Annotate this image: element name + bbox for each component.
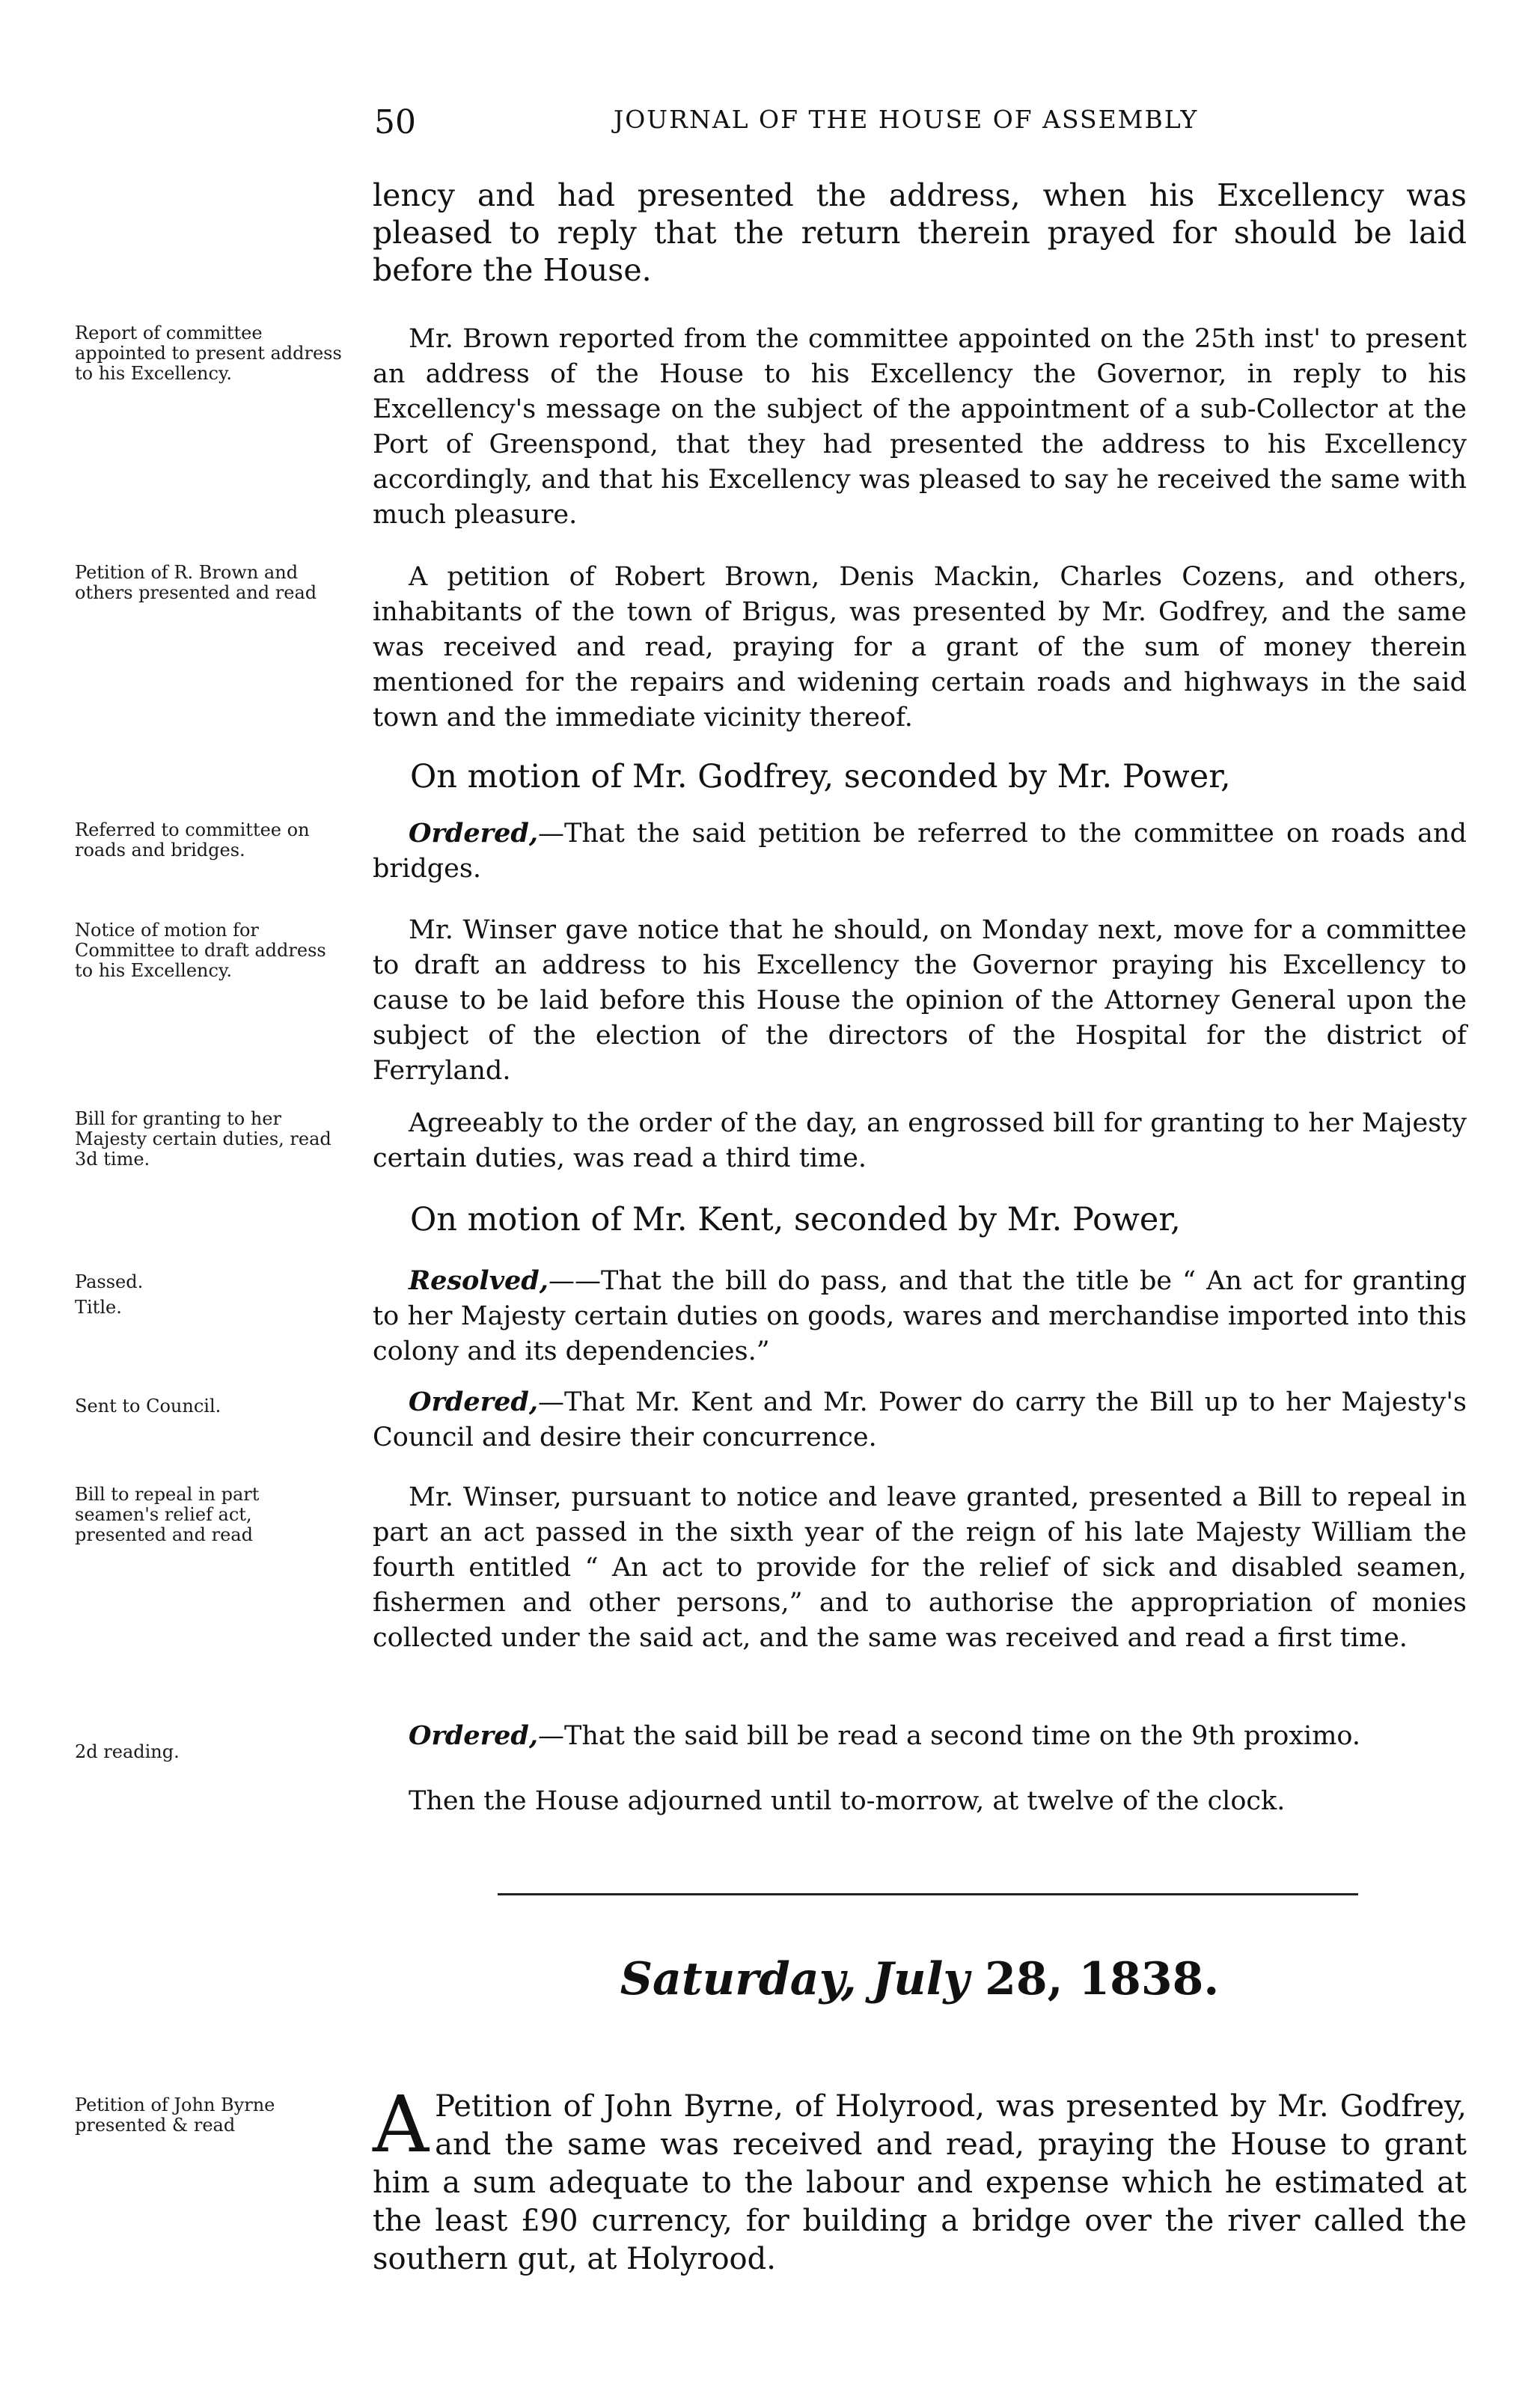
drop-cap: A: [373, 2079, 430, 2170]
margin-note: Title.: [75, 1297, 122, 1318]
margin-note: Petition of John Byrne presented & read: [75, 2094, 275, 2136]
paragraph: Then the House adjourned until to-morrow, at twelve of the clock.: [409, 1786, 1286, 1816]
motion-line: On motion of Mr. Godfrey, seconded by Mr. Power,: [410, 758, 1231, 795]
resolved-lead: Resolved,: [409, 1265, 549, 1296]
running-title: JOURNAL OF THE HOUSE OF ASSEMBLY: [614, 105, 1199, 134]
paragraph-text: —That the said petition be referred to the committee on roads and bridges.: [373, 819, 1467, 884]
paragraph-text: —That the said bill be read a second time on the 9th proximo.: [538, 1721, 1360, 1751]
motion-line: On motion of Mr. Kent, seconded by Mr. Power,: [410, 1201, 1181, 1238]
section-divider: [498, 1893, 1358, 1895]
paragraph: Mr. Winser, pursuant to notice and leave granted, presented a Bill to repeal in part an act passed in the sixth year of the reign of his late Majesty William the fourth entitled “ An act to provide for the relief of sick and disabled seamen, fishermen and other persons,” and to authorise the appropriation of monies collected under the said act, and the same was received and read a first time.: [373, 1482, 1467, 1653]
paragraph-text: Petition of John Byrne, of Holyrood, was presented by Mr. Godfrey, and the same was received and read, praying the House to grant him a sum adequate to the labour and expense which he estimated at the least £90 currency, for building a bridge over the river called the southern gut, at Holyrood.: [373, 2089, 1467, 2276]
margin-note: Notice of motion for Committee to draft address to his Excellency.: [75, 920, 326, 981]
paragraph: [373, 1718, 1467, 1754]
paragraph-text: —That Mr. Kent and Mr. Power do carry the Bill up to her Majesty's Council and desire their concurrence.: [373, 1387, 1467, 1452]
paragraph: [373, 1263, 1467, 1369]
paragraph: A petition of Robert Brown, Denis Mackin, Charles Cozens, and others, inhabitants of the town of Brigus, was presented by Mr. Godfrey, and the same was received and read, praying for a grant of the sum of money therein mentioned for the repairs and widening certain roads and highways in the said town and the immediate vicinity thereof.: [373, 562, 1467, 733]
paragraph: lency and had presented the address, when his Excellency was pleased to reply that the return therein prayed for should be laid before the House.: [373, 177, 1467, 288]
paragraph: [373, 2079, 1467, 2279]
margin-note: Referred to committee on roads and bridges.: [75, 819, 310, 861]
margin-note: Petition of R. Brown and others presented and read: [75, 562, 317, 603]
paragraph: Agreeably to the order of the day, an engrossed bill for granting to her Majesty certain duties, was read a third time.: [373, 1108, 1467, 1173]
date-weekday-month: Saturday, July: [620, 1953, 970, 2005]
page-header: [374, 103, 1467, 148]
page-number: 50: [374, 103, 416, 141]
paragraph: Mr. Brown reported from the committee appointed on the 25th inst' to present an address of the House to his Excellency the Governor, in reply to his Excellency's message on the subject of the appointment of a sub-Collector at the Port of Greenspond, that they had presented the address to his Excellency accordingly, and that his Excellency was pleased to say he received the same with much pleasure.: [373, 324, 1467, 530]
margin-note: 2d reading.: [75, 1741, 180, 1762]
date-heading: [373, 1953, 1467, 2005]
paragraph-text: ——That the bill do pass, and that the title be “ An act for granting to her Majesty certain duties on goods, wares and merchandise imported into this colony and its dependencies.”: [373, 1266, 1467, 1366]
ordered-lead: Ordered,: [409, 1720, 539, 1751]
margin-note: Bill to repeal in part seamen's relief act, presented and read: [75, 1484, 260, 1545]
paragraph: [373, 1384, 1467, 1455]
margin-note: Bill for granting to her Majesty certain duties, read 3d time.: [75, 1108, 331, 1170]
ordered-lead: Ordered,: [409, 818, 539, 849]
margin-note: Passed.: [75, 1271, 144, 1292]
paragraph: [373, 816, 1467, 887]
margin-note: Sent to Council.: [75, 1396, 221, 1417]
margin-note: Report of committee appointed to present address to his Excellency.: [75, 323, 342, 384]
paragraph: Mr. Winser gave notice that he should, on Monday next, move for a committee to draft an address to his Excellency the Governor praying his Excellency to cause to be laid before this House the opinion of the Attorney General upon the subject of the election of the directors of the Hospital for the district of Ferryland.: [373, 915, 1467, 1086]
ordered-lead: Ordered,: [409, 1387, 539, 1417]
date-day-year: 28, 1838.: [985, 1953, 1220, 2005]
